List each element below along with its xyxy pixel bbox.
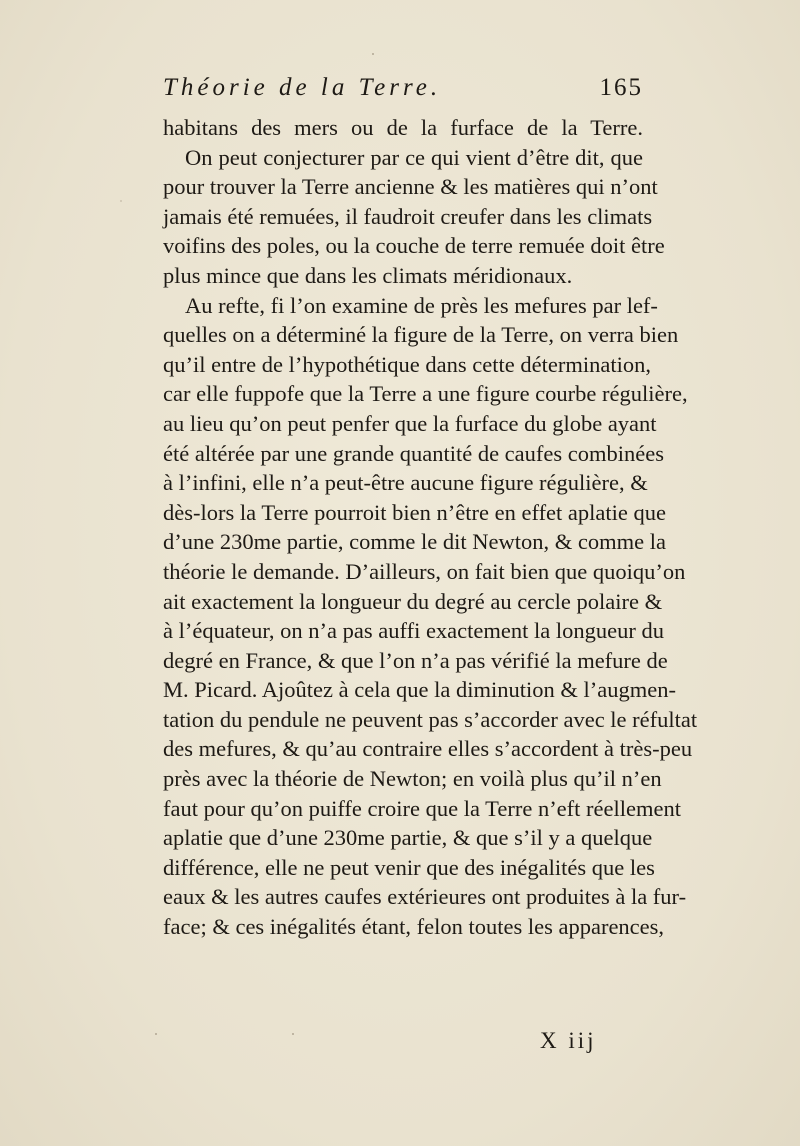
text-line: aplatie que d’une 230me partie, & que s’il y a quelque — [163, 825, 653, 851]
running-title: Théorie de la Terre. — [163, 74, 442, 101]
paper-speck — [155, 1033, 157, 1035]
text-line: au lieu qu’on peut penfer que la furface du globe ayant — [163, 410, 657, 436]
text-line: degré en France, & que l’on n’a pas vérifié la mefure de — [163, 647, 668, 673]
text-line: habitans des mers ou de la furface de la Terre. — [163, 115, 643, 140]
text-line: car elle fuppofe que la Terre a une figure courbe régulière, — [163, 381, 688, 407]
text-line: pour trouver la Terre ancienne & les matières qui n’ont — [163, 174, 658, 200]
text-line: On peut conjecturer par ce qui vient d’être dit, que — [185, 144, 643, 170]
text-line: face; & ces inégalités étant, felon toutes les apparences, — [163, 914, 665, 940]
text-line: M. Picard. Ajoûtez à cela que la diminution & l’augmen- — [163, 677, 676, 703]
text-line: été altérée par une grande quantité de caufes combinées — [163, 440, 664, 466]
text-line: qu’il entre de l’hypothétique dans cette détermination, — [163, 351, 651, 377]
text-line: des mefures, & qu’au contraire elles s’accordent à très-peu — [163, 736, 693, 762]
text-line: plus mince que dans les climats méridionaux. — [163, 262, 573, 288]
paper-speck — [372, 53, 374, 55]
text-line: eaux & les autres caufes extérieures ont produites à la fur- — [163, 884, 687, 910]
text-line: Au refte, fi l’on examine de près les mefures par lef- — [185, 292, 658, 318]
text-line: différence, elle ne peut venir que des inégalités que les — [163, 854, 655, 880]
text-line: à l’infini, elle n’a peut-être aucune figure régulière, & — [163, 470, 648, 496]
text-line: près avec la théorie de Newton; en voilà plus qu’il n’en — [163, 766, 662, 792]
text-line: ait exactement la longueur du degré au cercle polaire & — [163, 588, 663, 614]
paper-speck — [120, 200, 122, 202]
text-line: faut pour qu’on puiffe croire que la Terre n’eft réellement — [163, 795, 681, 821]
text-line: voifins des poles, ou la couche de terre remuée doit être — [163, 233, 665, 259]
text-line: à l’équateur, on n’a pas auffi exactement la longueur du — [163, 618, 664, 644]
page-number: 165 — [599, 74, 643, 101]
text-line: quelles on a déterminé la figure de la Terre, on verra bien — [163, 322, 679, 348]
running-head — [163, 74, 643, 110]
text-line: jamais été remuées, il faudroit creufer dans les climats — [163, 203, 653, 229]
text-line: théorie le demande. D’ailleurs, on fait bien que quoiqu’on — [163, 558, 686, 584]
paper-speck — [292, 1033, 294, 1035]
text-line: d’une 230me partie, comme le dit Newton, & comme la — [163, 529, 666, 555]
body-text — [163, 113, 698, 942]
text-line: dès-lors la Terre pourroit bien n’être en effet aplatie que — [163, 499, 666, 525]
signature-mark: X iij — [540, 1028, 597, 1053]
text-line: tation du pendule ne peuvent pas s’accorder avec le réfultat — [163, 706, 698, 732]
